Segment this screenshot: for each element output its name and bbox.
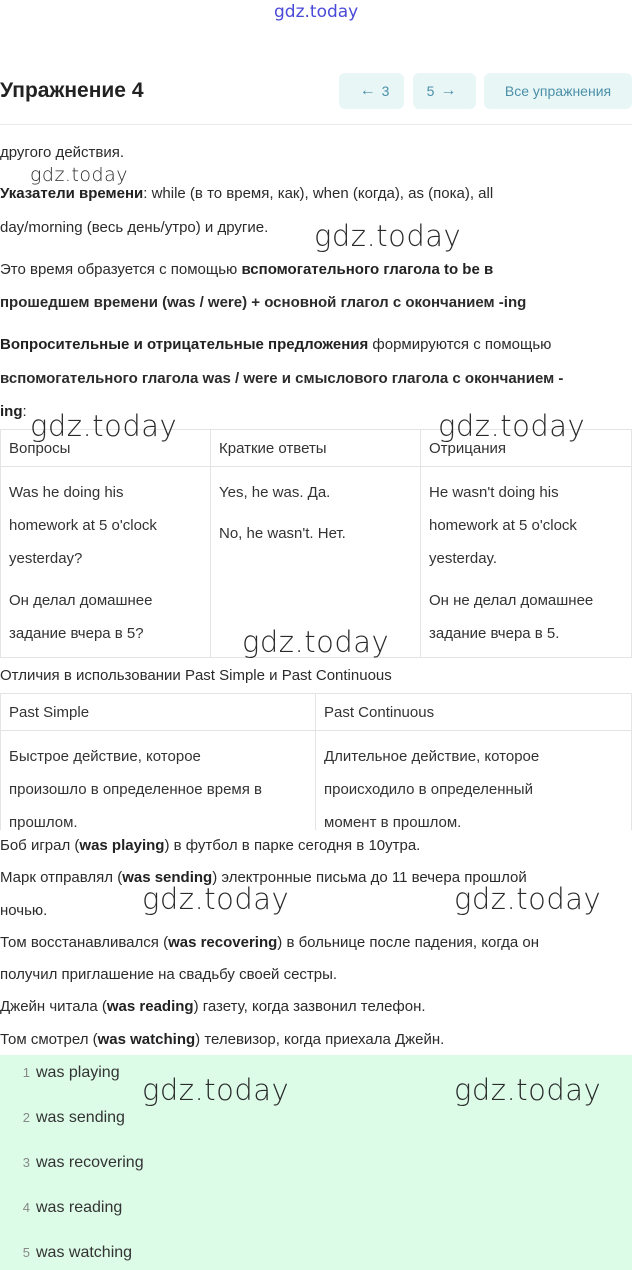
example-5 [0, 1030, 444, 1050]
questions-text: формируются с помощью [368, 336, 552, 353]
table-cell-text: yesterday? [9, 550, 83, 567]
differences-title: Отличия в использовании Past Simple и Past Continuous [0, 667, 392, 684]
table-cell-text: задание вчера в 5. [429, 625, 560, 642]
all-exercises-button[interactable] [484, 73, 632, 109]
answer-number: 1 [22, 1065, 30, 1080]
example-text: Боб играл ( [0, 837, 80, 854]
table2-header-label: Past Continuous [324, 704, 435, 721]
example-4 [0, 997, 426, 1017]
table2-cell-past-continuous [315, 730, 632, 830]
watermark: gdz.today [142, 882, 290, 916]
table-cell-text: Was he doing his [9, 484, 124, 501]
questions-colon: : [22, 403, 27, 420]
arrow-right-icon: → [440, 82, 457, 99]
answer-text: was sending [36, 1109, 125, 1126]
time-markers-label: Указатели времени [0, 185, 144, 202]
example-verb: was recovering [168, 934, 278, 951]
answer-number: 5 [22, 1245, 30, 1260]
next-exercise-label: 5 [426, 83, 435, 99]
example-text: ) в футбол в парке сегодня в 10утра. [164, 837, 421, 854]
table-cell-text: homework at 5 o'clock [9, 517, 157, 534]
table1-header-label: Вопросы [9, 440, 71, 457]
answer-text: was recovering [36, 1154, 144, 1171]
table-cell-text: homework at 5 o'clock [429, 517, 577, 534]
example-text: ) в больнице после падения, когда он [277, 934, 540, 951]
watermark: gdz.today [438, 409, 586, 443]
answer-item [0, 1244, 132, 1262]
answer-item [0, 1154, 144, 1172]
questions-line-3 [0, 402, 27, 422]
table-cell-text: Быстрое действие, которое [9, 748, 201, 765]
table1-header-label: Краткие ответы [219, 440, 327, 457]
table-cell-text: прошлом. [9, 814, 78, 830]
table-cell-text: He wasn't doing his [429, 484, 559, 501]
example-text: Джейн читала ( [0, 998, 107, 1015]
questions-line-2: вспомогательного глагола was / were и смыслового глагола с окончанием - [0, 370, 564, 387]
answer-number: 4 [22, 1200, 30, 1215]
questions-line-1 [0, 335, 551, 355]
example-text: Том смотрел ( [0, 1031, 98, 1048]
example-3-cont: получил приглашение на свадьбу своей сестры. [0, 966, 338, 983]
formation-line-2: прошедшем времени (was / were) + основной глагол с окончанием -ing [0, 294, 527, 311]
table2-cell-past-simple [0, 730, 316, 830]
table-cell-text: Yes, he was. Да. [219, 484, 331, 501]
example-3 [0, 933, 539, 953]
table1-cell-negatives [420, 466, 632, 658]
example-text: ) электронные письма до 11 вечера прошлой [212, 869, 527, 886]
table-cell-text: Он не делал домашнее [429, 592, 594, 609]
questions-bold: Вопросительные и отрицательные предложения [0, 336, 369, 353]
next-exercise-button[interactable] [413, 73, 476, 109]
table-cell-text: произошло в определенное время в [9, 781, 262, 798]
formation-text: Это время образуется с помощью [0, 261, 242, 278]
page-title: Упражнение 4 [0, 79, 144, 102]
watermark: gdz.today [454, 882, 602, 916]
time-markers [0, 184, 493, 204]
time-markers-line-2: day/morning (весь день/утро) и другие. [0, 219, 269, 236]
formation-line-1 [0, 260, 493, 280]
example-verb: was reading [106, 998, 194, 1015]
example-verb: was sending [122, 869, 213, 886]
arrow-left-icon: ← [359, 82, 376, 99]
answer-item [0, 1064, 120, 1082]
prev-exercise-label: 3 [381, 83, 390, 99]
answer-text: was reading [36, 1199, 123, 1216]
table-cell-text: Длительное действие, которое [324, 748, 540, 765]
example-text: Марк отправлял ( [0, 869, 123, 886]
answer-number: 2 [22, 1110, 30, 1125]
answer-text: was watching [36, 1244, 133, 1261]
example-text: Том восстанавливался ( [0, 934, 169, 951]
table1-header-short-answers [210, 429, 421, 467]
prev-exercise-button[interactable] [339, 73, 404, 109]
example-text: ) газету, когда зазвонил телефон. [193, 998, 426, 1015]
table2-header-past-continuous [315, 693, 632, 731]
questions-ing: ing [0, 403, 23, 420]
table2-header-label: Past Simple [9, 704, 90, 721]
answer-item [0, 1109, 125, 1127]
time-markers-text: : while (в то время, как), when (когда), as (пока), all [143, 185, 494, 202]
example-verb: was watching [97, 1031, 196, 1048]
site-watermark-top: gdz.today [274, 2, 359, 22]
watermark: gdz.today [142, 1073, 290, 1107]
table-cell-text: момент в прошлом. [324, 814, 462, 830]
example-2-cont: ночью. [0, 902, 48, 919]
example-text: ) телевизор, когда приехала Джейн. [195, 1031, 445, 1048]
watermark: gdz.today [30, 409, 178, 443]
formation-bold: вспомогательного глагола to be в [241, 261, 494, 278]
theory-line-1: другого действия. [0, 144, 125, 161]
example-verb: was playing [79, 837, 165, 854]
table-cell-text: задание вчера в 5? [9, 625, 144, 642]
watermark: gdz.today [454, 1073, 602, 1107]
table-cell-text: Он делал домашнее [9, 592, 153, 609]
table-cell-text: происходило в определенный [324, 781, 533, 798]
table2-header-past-simple [0, 693, 316, 731]
example-1 [0, 836, 420, 856]
table1-header-label: Отрицания [429, 440, 506, 457]
all-exercises-label: Все упражнения [504, 83, 612, 99]
watermark: gdz.today [242, 625, 390, 659]
table1-cell-questions [0, 466, 211, 658]
table-cell-text: yesterday. [429, 550, 498, 567]
table-cell-text: No, he wasn't. Нет. [219, 525, 346, 542]
answer-text: was playing [36, 1064, 120, 1081]
answer-item [0, 1199, 122, 1217]
watermark: gdz.today [30, 164, 128, 186]
answer-number: 3 [22, 1155, 30, 1170]
watermark: gdz.today [314, 219, 462, 253]
